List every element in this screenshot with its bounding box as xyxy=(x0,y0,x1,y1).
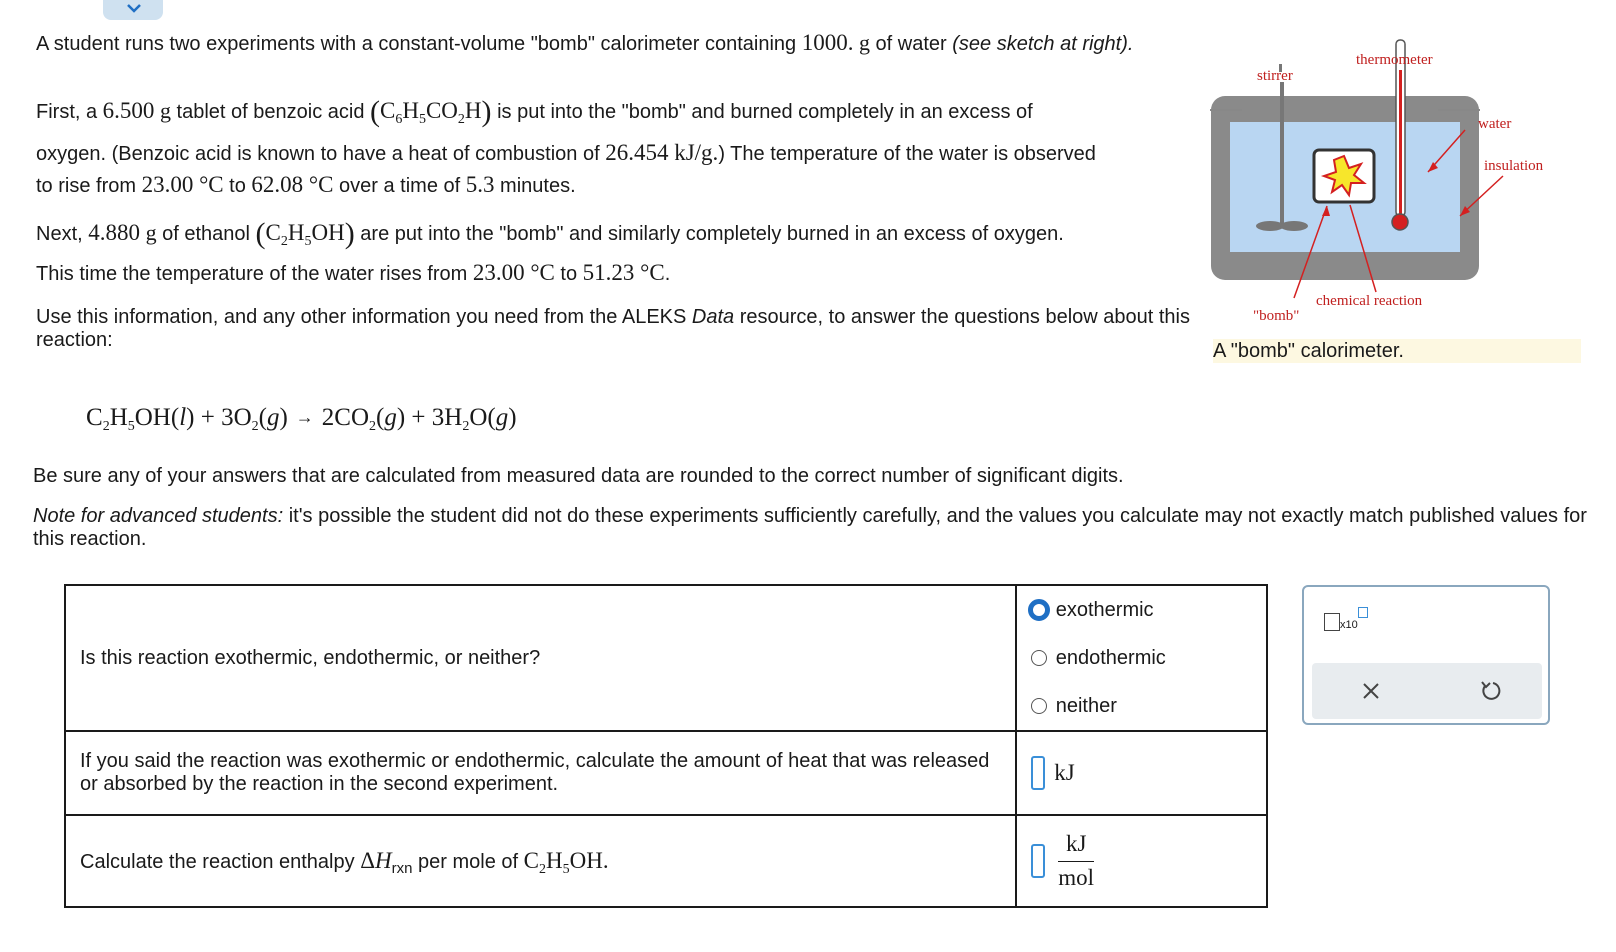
enthalpy-unit-fraction: kJ mol xyxy=(1058,831,1095,890)
enthalpy-input[interactable] xyxy=(1031,844,1045,878)
radio-endothermic[interactable]: endothermic xyxy=(1031,634,1252,682)
intro-paragraph: A student runs two experiments with a constant-volume "bomb" calorimeter containing 1000. g of water (see sketch at right). xyxy=(36,30,1134,55)
undo-icon[interactable] xyxy=(1479,680,1501,702)
radio-neither[interactable]: neither xyxy=(1031,682,1252,730)
question-row-2 xyxy=(65,731,1267,815)
first-experiment-line3: to rise from 23.00 °C to 62.08 °C over a time of 5.3 minutes. xyxy=(36,172,576,197)
reaction-equation xyxy=(86,404,517,432)
tool-actions-bar xyxy=(1312,663,1542,719)
thermometer-label: thermometer xyxy=(1356,52,1433,68)
question-3-text: Calculate the reaction enthalpy $\Delta H_{rxn}$ per mole of $C_2H_5OH$. xyxy=(65,815,1016,907)
answer-tools-panel xyxy=(1302,585,1550,725)
collapse-toggle-button[interactable] xyxy=(103,0,163,20)
question-2-answer xyxy=(1016,731,1267,815)
chevron-down-icon xyxy=(127,4,141,14)
heat-input[interactable] xyxy=(1031,756,1045,790)
radio-selected-icon[interactable] xyxy=(1028,599,1050,621)
insulation-label: insulation xyxy=(1484,158,1544,174)
chemical-reaction-label: chemical reaction xyxy=(1316,293,1423,309)
question-row-3 xyxy=(65,815,1267,907)
close-icon[interactable] xyxy=(1362,682,1380,700)
reaction-arrow-icon: → xyxy=(295,407,314,427)
advanced-note: Note for advanced students: it's possible the student did not do these experiments sufficiently carefully, and the values you calculate may not exactly match published values for this reaction. xyxy=(33,505,1587,550)
heat-unit: kJ xyxy=(1054,760,1075,785)
reaction-products: $2CO_2(g) + 3H_2O(g)$ xyxy=(321,404,517,434)
reaction-reactants: $C_2H_5OH(l) + 3O_2(g)$ xyxy=(86,404,288,434)
instructions-paragraph: Use this information, and any other information you need from the ALEKS Data resource, to answer the questions below about this reaction: xyxy=(36,306,1190,351)
water-label: water xyxy=(1478,116,1512,132)
diagram-caption: A "bomb" calorimeter. xyxy=(1213,339,1581,363)
scientific-notation-button[interactable]: x10 xyxy=(1324,613,1368,631)
question-1-answer xyxy=(1016,585,1267,731)
radio-icon[interactable] xyxy=(1031,698,1047,714)
question-table xyxy=(64,584,1268,908)
second-experiment-paragraph: Next, 4.880 g of ethanol $(C_2H_5OH)$ are put into the "bomb" and similarly completely burned in an excess of oxygen. xyxy=(36,217,1064,250)
question-2-text: If you said the reaction was exothermic or endothermic, calculate the amount of heat that was released or absorbed by the reaction in the second experiment. xyxy=(65,731,1016,815)
first-experiment-paragraph: First, a 6.500 g tablet of benzoic acid $(C_6H_5CO_2H)$ is put into the "bomb" and burned completely in an excess of xyxy=(36,95,1033,128)
question-3-answer xyxy=(1016,815,1267,907)
question-row-1 xyxy=(65,585,1267,731)
stirrer-label: stirrer xyxy=(1257,68,1293,84)
radio-exothermic[interactable]: exothermic xyxy=(1031,586,1252,634)
radio-icon[interactable] xyxy=(1031,650,1047,666)
stirrer-rod xyxy=(1280,82,1284,227)
bomb-label: "bomb" xyxy=(1253,308,1300,324)
second-experiment-line2: This time the temperature of the water rises from 23.00 °C to 51.23 °C. xyxy=(36,260,671,285)
first-experiment-line2: oxygen. (Benzoic acid is known to have a heat of combustion of 26.454 kJ/g.) The temperature of the water is observed xyxy=(36,140,1096,165)
question-1-text: Is this reaction exothermic, endothermic, or neither? xyxy=(65,585,1016,731)
sigfig-note: Be sure any of your answers that are calculated from measured data are rounded to the correct number of significant digits. xyxy=(33,465,1124,487)
